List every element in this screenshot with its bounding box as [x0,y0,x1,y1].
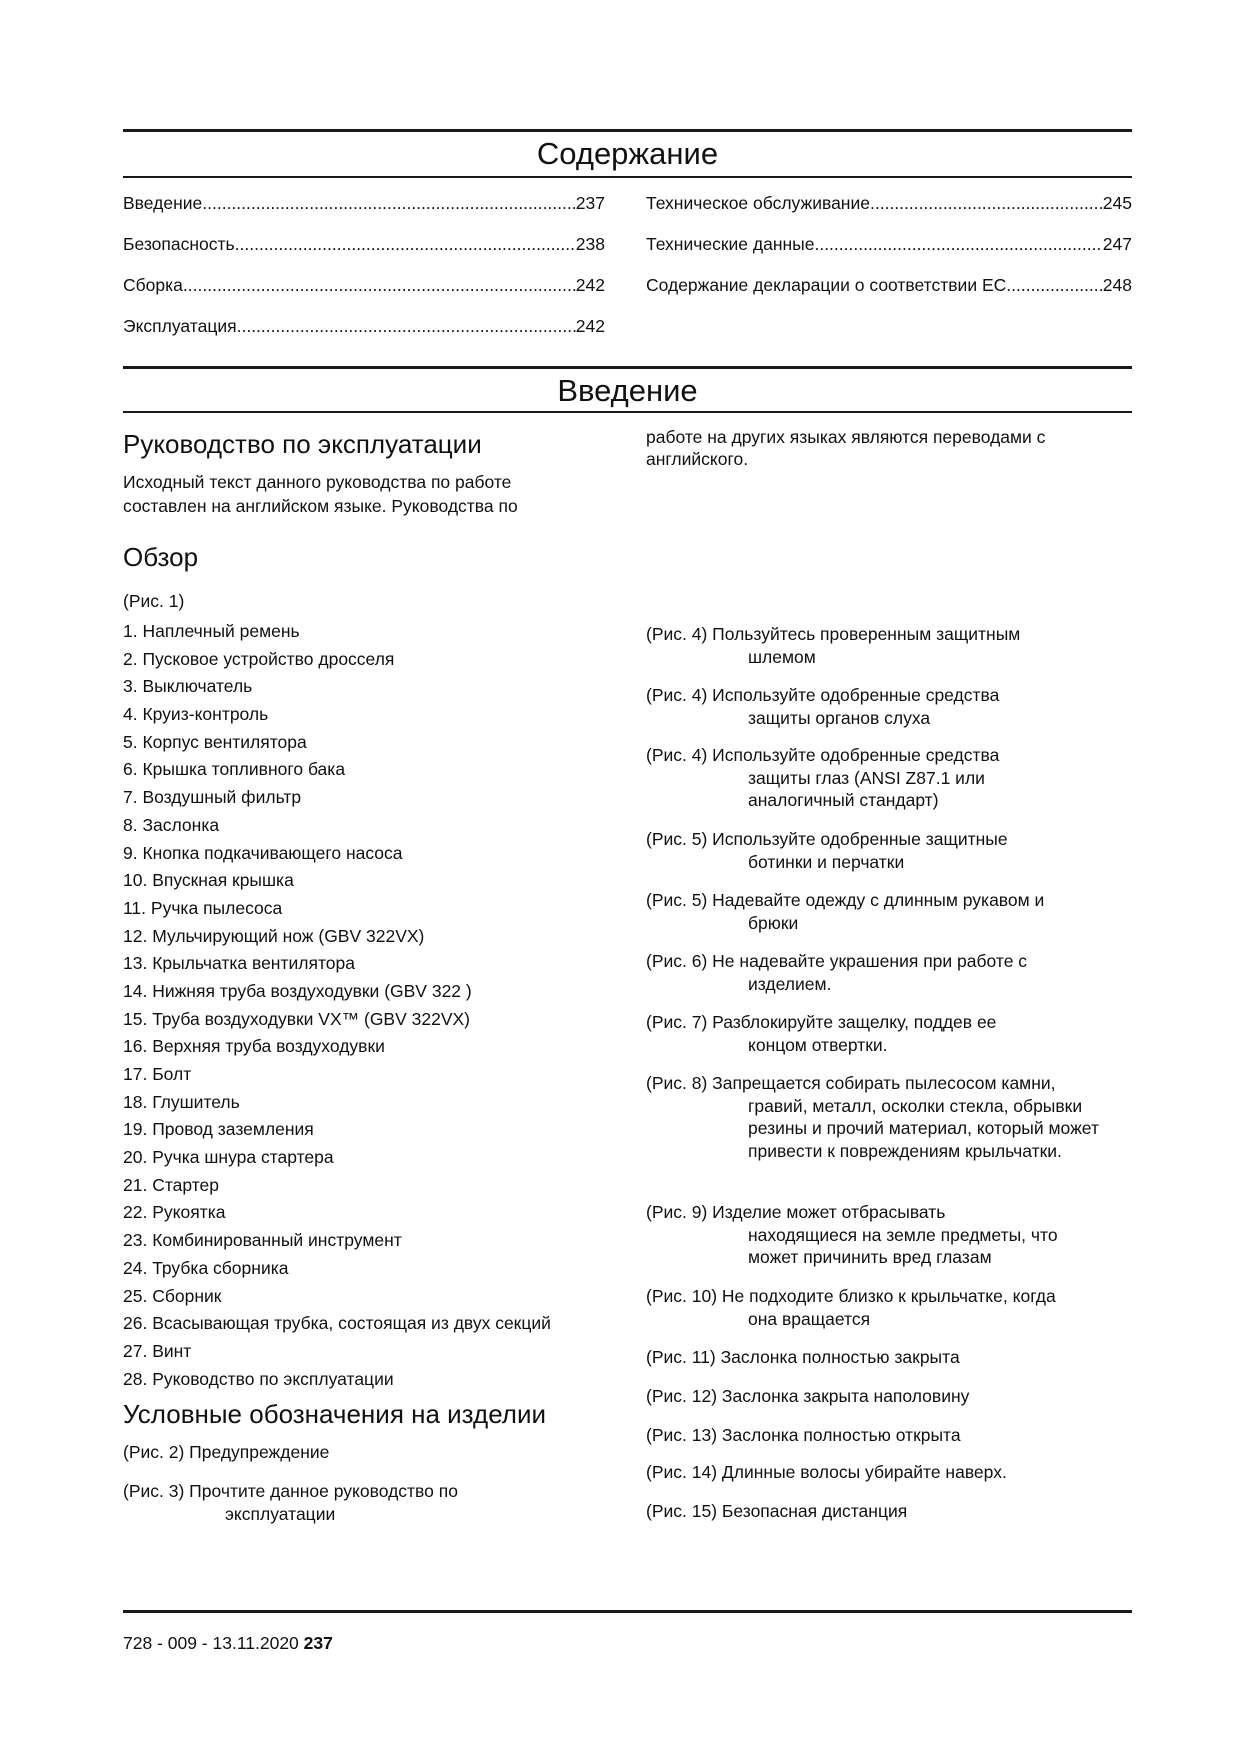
symbol-choke-open: (Рис. 13) Заслонка полностью открыта [646,1425,961,1445]
symbol-thrown-objects: (Рис. 9) Изделие может отбрасывать находящиеся на земле предметы, что может причинить вред глазам [646,1202,1058,1267]
contents-bottom-rule [123,176,1132,178]
list-item: 13. Крыльчатка вентилятора [123,953,355,974]
list-item: 19. Провод заземления [123,1119,314,1140]
manual-text-left: Исходный текст данного руководства по работе составлен на английском языке. Руководства по [123,472,518,516]
symbol-long-hair: (Рис. 14) Длинные волосы убирайте наверх. [646,1462,1007,1482]
toc-left-column [123,192,605,337]
manual-text-right: работе на других языках являются переводами с английского. [646,427,1046,469]
list-item: 6. Крышка топливного бака [123,759,346,780]
list-item: 5. Корпус вентилятора [123,731,307,752]
list-item: 12. Мульчирующий нож (GBV 322VX) [123,925,425,946]
list-item: 9. Кнопка подкачивающего насоса [123,842,403,863]
toc-entry-assembly[interactable]: Сборка ..... 242 [123,274,605,296]
list-item: 7. Воздушный фильтр [123,787,302,808]
document-reference: 728 - 009 - 13.11.2020 [123,1633,299,1653]
toc-entry-technical-data[interactable]: Технические данные ..... 247 [646,233,1132,255]
footer-rule [123,1610,1132,1613]
symbol-choke-closed: (Рис. 11) Заслонка полностью закрыта [646,1347,960,1367]
symbol-helmet: (Рис. 4) Пользуйтесь проверенным защитным шлемом [646,624,1021,667]
contents-title: Содержание [536,136,719,171]
intro-top-rule [123,366,1132,369]
symbol-warning: (Рис. 2) Предупреждение [123,1442,330,1462]
toc-entry-ec-declaration[interactable]: Содержание декларации о соответствии ЕС ..... 248 [646,274,1132,296]
list-item: 1. Наплечный ремень [123,621,300,641]
toc-entry-operation[interactable]: Эксплуатация ..... 242 [123,315,605,337]
symbols-heading: Условные обозначения на изделии [123,1399,547,1429]
overview-figure-ref: (Рис. 1) [123,591,185,611]
list-item: 24. Трубка сборника [123,1257,289,1278]
list-item: 16. Верхняя труба воздуходувки [123,1036,385,1057]
intro-title: Введение [557,373,698,408]
symbol-read-manual: (Рис. 3) Прочтите данное руководство по эксплуатации [123,1481,458,1524]
list-item: 4. Круиз-контроль [123,704,269,725]
list-item: 17. Болт [123,1064,192,1084]
toc-right-column [646,192,1132,296]
list-item: 25. Сборник [123,1285,222,1306]
page-footer [123,1631,333,1655]
symbol-no-jewelry: (Рис. 6) Не надевайте украшения при работе с изделием. [646,951,1028,994]
list-item: 15. Труба воздуходувки VX™ (GBV 322VX) [123,1008,471,1029]
list-item: 14. Нижняя труба воздуходувки (GBV 322 ) [123,980,472,1001]
list-item: 2. Пусковое устройство дросселя [123,648,395,669]
symbol-no-stones: (Рис. 8) Запрещается собирать пылесосом камни, гравий, металл, осколки стекла, обрывки резины и прочий материал, который может привести к повреждениям крыльчатки. [646,1073,1099,1161]
page-number: 237 [303,1633,333,1653]
list-item: 26. Всасывающая трубка, состоящая из двух секций [123,1313,551,1334]
toc-entry-introduction[interactable]: Введение ..... 237 [123,192,605,214]
list-item: 11. Ручка пылесоса [123,897,283,918]
overview-parts-list [123,619,551,1394]
manual-heading: Руководство по эксплуатации [123,429,482,459]
symbol-eye-protection: (Рис. 4) Используйте одобренные средства защиты глаз (ANSI Z87.1 или аналогичный стандарт) [646,745,1000,810]
list-item: 28. Руководство по эксплуатации [123,1368,394,1389]
list-item: 22. Рукоятка [123,1202,226,1223]
symbol-unlock-latch: (Рис. 7) Разблокируйте защелку, поддев ее концом отвертки. [646,1012,997,1055]
symbol-long-sleeves: (Рис. 5) Надевайте одежду с длинным рукавом и брюки [646,890,1045,933]
list-item: 3. Выключатель [123,676,253,697]
toc-entry-safety[interactable]: Безопасность ..... 238 [123,233,605,255]
symbol-choke-half: (Рис. 12) Заслонка закрыта наполовину [646,1386,970,1406]
overview-heading: Обзор [123,542,199,572]
toc-entry-maintenance[interactable]: Техническое обслуживание ..... 245 [646,192,1132,214]
symbol-impeller-rotating: (Рис. 10) Не подходите близко к крыльчатке, когда она вращается [646,1286,1056,1329]
list-item: 27. Винт [123,1340,192,1361]
list-item: 21. Стартер [123,1174,220,1195]
symbol-hearing-protection: (Рис. 4) Используйте одобренные средства защиты органов слуха [646,685,1000,728]
symbol-boots-gloves: (Рис. 5) Используйте одобренные защитные ботинки и перчатки [646,829,1008,872]
intro-bottom-rule [123,411,1132,413]
list-item: 8. Заслонка [123,814,220,835]
symbol-safe-distance: (Рис. 15) Безопасная дистанция [646,1501,908,1521]
contents-top-rule [123,129,1132,132]
list-item: 23. Комбинированный инструмент [123,1230,402,1251]
list-item: 10. Впускная крышка [123,870,294,891]
list-item: 20. Ручка шнура стартера [123,1147,334,1168]
list-item: 18. Глушитель [123,1091,240,1112]
